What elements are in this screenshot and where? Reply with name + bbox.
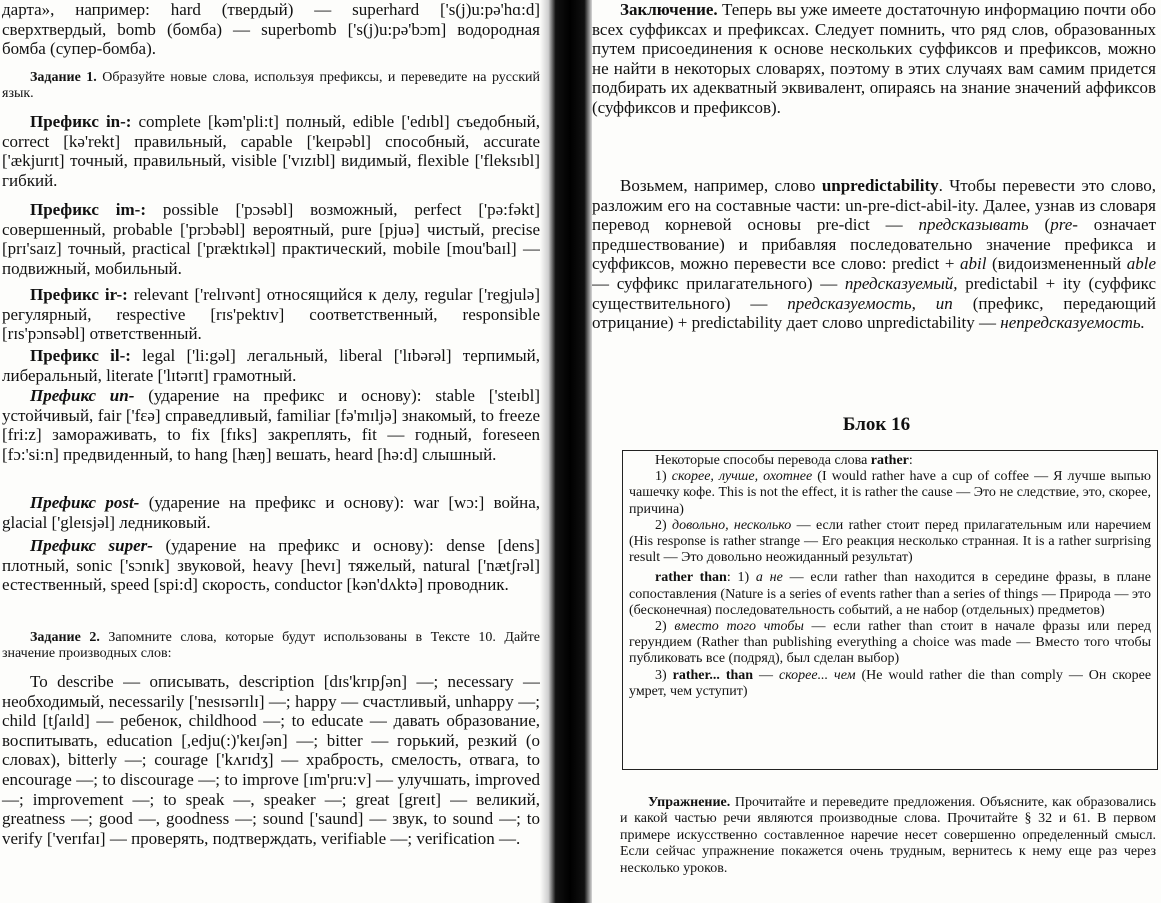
box-item-1-text: (I would rather have a cup of coffee — Я лучше выпью чашечку кофе. This is not the effect, it is rather the cause — Это не следствие, это, скорее, причина) <box>629 469 1151 517</box>
prefix-un-text: (ударение на префикс и основу): stable ['steɪbl] устойчивый, fair ['fɛə] справедливый, familiar [fə'mɪljə] знакомый, to freeze [fri:z] замораживать, to fix [fɪks] закреплять, fit — годный, foreseen [fɔ:'si:n] предвиденный, to hang [hæŋ] вешать, heard [hə:d] слышный. <box>2 386 541 464</box>
box-item-1-num: 1) <box>655 469 667 485</box>
exercise-text: Прочитайте и переведите предложения. Объясните, как образовались и какой частью речи являются производные слова. Прочитайте § 32 и 61. В первом примере искусственно составленное наречие несет совершенно определенный смысл. Если сейчас упражнение покажется очень трудным, вернитесь к нему еще раз через несколько уроков. <box>620 795 1156 876</box>
conclusion-paragraph <box>592 0 1156 118</box>
box-rather-than-2 <box>629 619 1151 668</box>
example-paren: ( <box>1044 215 1051 235</box>
box-rather-than-2-text: — если rather than стоит в начале фразы или перед герундием (Rather than publishing everything a choice was made — Вместо того чтобы публиковать все (подряд), был сделан выбор) <box>629 619 1151 667</box>
box-rather-than-3-text: (He would rather die than comply — Он скорее умрет, чем уступит) <box>629 667 1152 699</box>
box-rather-than-num: : 1) <box>726 570 750 586</box>
example-italic-1: предсказывать <box>918 215 1029 235</box>
prefix-ir-text: relevant ['relɪvənt] относящийся к делу, regular ['regjulə] регулярный, respective [rɪs'pektɪv] соответственный, responsible [rɪs'pɔnsəbl] ответственный. <box>2 285 540 344</box>
example-italic-2: pre- <box>1050 215 1078 235</box>
box-rather-than-label: rather than <box>655 570 727 586</box>
box-intro-word: rather <box>870 453 909 468</box>
right-page <box>592 0 1161 903</box>
rather-box <box>622 450 1158 770</box>
block-title: Блок 16 <box>842 414 911 435</box>
prefix-post-label: Префикс post- <box>30 493 140 512</box>
prefix-un-paragraph <box>2 386 540 464</box>
box-intro <box>629 453 1151 469</box>
conclusion-label: Заключение. <box>620 0 718 19</box>
vocabulary-list: To describe — описывать, description [dɪs'krɪpʃən] —; necessary — необходимый, necessarily ['nesɪsərɪlɪ] —; happy — счастливый, unhappy —; child [tʃaɪld] — ребенок, childhood —; to educate — давать образование, воспитывать, education [,edju(:)'keɪʃən] —; bitter — горький, резкий (о словах), bitterly —; courage ['kʌrɪdʒ] — храбрость, смелость, отвага, to encourage —; to discourage —; to improve [ɪm'pru:v] — улучшать, improved —; improvement —; to speak —, speaker —; great [greɪt] — великий, greatness —; good —, goodness —; sound ['saund] — звук, to sound —; to verify ['verɪfaɪ] — проверять, подтверждать, verifiable —; verification —. <box>2 672 540 848</box>
example-italic-7: непредсказуемость. <box>1000 313 1145 333</box>
box-rather-than-text: — если rather than находится в середине фразы, в плане сопоставления (Nature is a series of events rather than a series of things — Природа — это (бесконечная) последовательность событий, а не набор (отдельных) предметов) <box>629 570 1152 618</box>
box-rather-than-3-italic: скорее... чем <box>778 667 856 683</box>
example-text-5: — суффикс прилагательного) — <box>592 273 838 293</box>
exercise-label: Упражнение. <box>648 795 731 810</box>
example-text-6: predictabil + ity (суффикс существительного) — <box>592 273 1156 313</box>
prefix-il-paragraph <box>2 346 540 385</box>
box-intro-colon: : <box>908 453 913 468</box>
box-item-2-text: — если rather стоит перед прилагательным или наречием (His response is rather strange — Его реакция несколько странная. It is a rather surprising result — Это довольно неожиданный результат) <box>629 517 1152 566</box>
box-item-1-italic: скорее, лучше, охотнее <box>671 469 813 485</box>
prefix-un-label: Префикс un- <box>30 386 135 405</box>
prefix-ir-label: Префикс ir-: <box>30 285 128 304</box>
task-1-label: Задание 1. <box>30 70 97 85</box>
task-2 <box>2 630 540 663</box>
box-intro-text: Некоторые способы перевода слова <box>655 453 868 468</box>
box-rather-than-2-num: 2) <box>655 619 667 635</box>
task-1-text: Образуйте новые слова, используя префиксы, и переведите на русский язык. <box>2 70 541 102</box>
prefix-il-text: legal ['li:gəl] легальный, liberal ['lɪbərəl] терпимый, либеральный, literate ['lɪtərɪt] грамотный. <box>2 346 540 385</box>
prefix-in-paragraph <box>2 112 540 190</box>
example-italic-6: предсказуемость, un <box>787 293 953 313</box>
prefix-post-text: (ударение на префикс и основу): war [wɔ:] война, glacial ['gleɪsjəl] ледниковый. <box>2 493 541 532</box>
prefix-in-text: complete [kəm'pli:t] полный, edible ['edɪbl] съедобный, correct [kə'rekt] правильный, capable ['keɪpəbl] способный, accurate ['ækjurɪt] точный, правильный, visible ['vɪzɪbl] видимый, flexible ['fleksɪbl] гибкий. <box>2 112 541 190</box>
example-text-7: (префикс, передающий отрицание) + predictability дает слово unpredictability — <box>592 293 1156 333</box>
prefix-super-text: (ударение на префикс и основу): dense [dens] плотный, sonic ['sɔnɪk] звуковой, heavy [hevɪ] тяжелый, natural ['nætʃrəl] естественный, speed [spi:d] скорость, conductor [kən'dʌktə] проводник. <box>2 536 540 595</box>
book-gutter <box>540 0 600 903</box>
box-rather-than-3-bold: rather... than <box>672 667 754 683</box>
intro-paragraph: дарта», например: hard (твердый) — superhard ['s(j)u:pə'hɑ:d] сверхтвердый, bomb (бомба) — superbomb ['s(j)u:pə'bɔm] водородная бомба (супер-бомба). <box>2 0 540 59</box>
prefix-im-label: Префикс im-: <box>30 200 146 219</box>
box-rather-than-3-num: 3) <box>655 667 667 683</box>
prefix-in-label: Префикс in-: <box>30 112 132 131</box>
task-2-label: Задание 2. <box>30 630 100 645</box>
box-rather-than-3 <box>629 668 1151 700</box>
task-1 <box>2 70 540 103</box>
exercise-paragraph <box>620 795 1156 877</box>
box-rather-than-italic: а не <box>755 570 783 586</box>
box-item-1 <box>629 469 1151 518</box>
prefix-im-text: possible ['pɔsəbl] возможный, perfect ['pə:fəkt] совершенный, probable ['prɔbəbl] вероятный, pure [pjuə] чистый, precise [prɪ'saɪz] точный, practical ['præktɪkəl] практический, mobile [mou'baɪl] — подвижный, мобильный. <box>2 200 540 278</box>
box-rather-than-2-italic: вместо того чтобы <box>674 619 804 635</box>
example-italic-5: предсказуемый, <box>844 273 958 293</box>
box-rather-than-3-dash: — <box>759 667 774 683</box>
task-2-text: Запомните слова, которые будут использованы в Тексте 10. Дайте значение производных слов: <box>2 630 541 662</box>
box-rather-than-1 <box>629 570 1151 619</box>
prefix-post-paragraph <box>2 493 540 532</box>
prefix-il-label: Префикс il-: <box>30 346 131 365</box>
box-item-2-num: 2) <box>655 517 667 533</box>
box-item-2-italic: довольно, несколько <box>672 517 792 533</box>
example-italic-4: able <box>1126 254 1157 274</box>
example-text-3: означает предшествование) и прибавляя последовательно значение префикса и суффиксов, можно перевести все слово: predict + <box>592 215 1157 274</box>
prefix-im-paragraph <box>2 200 540 278</box>
prefix-super-label: Префикс super- <box>30 536 153 555</box>
conclusion-text: Теперь вы уже имеете достаточную информацию почти обо всех суффиксах и префиксах. Следует помнить, что ряд слов, образованных путем присоединения к основе нескольких суффиксов и префиксов, можно не найти в некоторых словарях, поэтому в этих случаях вам самим придется подбирать их адекватный эквивалент, опираясь на знание значений аффиксов (суффиксов и префиксов). <box>592 0 1156 117</box>
example-text-4: (видоизмененный <box>992 254 1122 274</box>
example-italic-3: abil <box>960 254 987 274</box>
box-item-2 <box>629 518 1151 567</box>
prefix-ir-paragraph <box>2 285 540 344</box>
example-text-2: . Чтобы перевести это слово, разложим его на составные части: un-pre-dict-abil-ity. Далее, узнав из словаря перевод корневой основы pre-dict — <box>592 176 1156 235</box>
example-word: unpredictability <box>821 176 939 195</box>
example-text-1: Возьмем, например, слово <box>620 176 816 195</box>
prefix-super-paragraph <box>2 536 540 595</box>
left-page <box>0 0 548 903</box>
example-paragraph <box>592 176 1156 333</box>
